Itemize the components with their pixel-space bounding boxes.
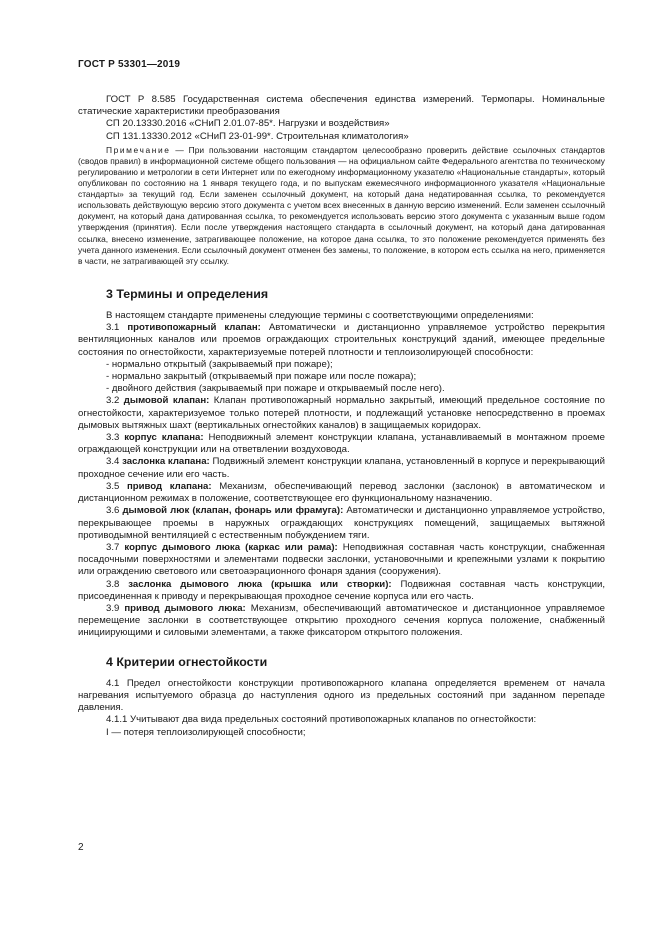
- term-3-9: 3.9 привод дымового люка: Механизм, обеспечивающий автоматическое и дистанционное управляемое перемещение заслонки в соответствующее открытию проходного сечения корпуса положение, снабженный инициирующими и силовыми элементами, а также фиксатором открытого положения.: [78, 602, 605, 639]
- page-content: [78, 94, 605, 739]
- standard-header: ГОСТ Р 53301—2019: [78, 59, 181, 70]
- term-name: заслонка клапана:: [122, 456, 210, 468]
- list-item: - двойного действия (закрываемый при пожаре и открываемый после него).: [106, 383, 445, 395]
- reference-item: ГОСТ Р 8.585 Государственная система обеспечения единства измерений. Термопары. Номинальные статические характеристики преобразования: [78, 94, 605, 118]
- note-paragraph: [78, 145, 605, 267]
- page-number: 2: [78, 842, 84, 853]
- term-name: корпус дымового люка (каркас или рама):: [124, 541, 338, 553]
- term-3-4: 3.4 заслонка клапана: Подвижный элемент конструкции клапана, установленный в корпусе и перекрывающий проходное сечение или его часть.: [78, 456, 605, 480]
- note-text: — При пользовании настоящим стандартом целесообразно проверить действие ссылочных стандартов (сводов правил) в информационной системе общего пользования — на официальном сайте Федерального агентства по техническому регулированию и метрологии в сети Интернет или по ежегодному информационному указателю «Национальные стандарты», который опубликован по состоянию на 1 января текущего года, и по выпускам ежемесячного информационного указателя «Национальные стандарты» за текущий год. Если заменен ссылочный документ, на который дана недатированная ссылка, то рекомендуется использовать действующую версию этого документа с учетом всех внесенных в данную версию изменений. Если заменен ссылочный документ, на который дана датированная ссылка, то рекомендуется использовать версию этого документа с указанным выше годом утверждения (принятия). Если после утверждения настоящего стандарта в ссылочный документ, на который дана датированная ссылка, внесено изменение, затрагивающее положение, на которое дана ссылка, то это положение рекомендуется применять без учета данного изменения. Если ссылочный документ отменен без замены, то положение, в котором есть ссылка на него, применяется в части, не затрагивающей эту ссылку.: [78, 144, 605, 266]
- term-name: корпус клапана:: [124, 432, 204, 444]
- reference-item: СП 131.13330.2012 «СНиП 23-01-99*. Строительная климатология»: [106, 130, 409, 142]
- term-name: заслонка дымового люка (крышка или створки):: [128, 578, 392, 590]
- section-3-intro: В настоящем стандарте применены следующие термины с соответствующими определениями:: [106, 310, 534, 322]
- note-label: Примечание: [106, 144, 171, 155]
- term-3-8: 3.8 заслонка дымового люка (крышка или створки): Подвижная составная часть конструкции, присоединенная к приводу и перекрывающая проходное сечение корпуса или его часть.: [78, 578, 605, 602]
- term-3-3: 3.3 корпус клапана: Неподвижный элемент конструкции клапана, устанавливаемый в монтажном проеме ограждающей конструкции или на ответвлении воздуховода.: [78, 432, 605, 456]
- list-item: - нормально закрытый (открываемый при пожаре или после пожара);: [106, 371, 417, 383]
- term-3-6: 3.6 дымовой люк (клапан, фонарь или фрамуга): Автоматически и дистанционно управляемое устройство, перекрывающее проемы в наружных ограждающих конструкциях помещений, защищаемых вытяжной противодымной вентиляцией с естественным побуждением тяги.: [78, 505, 606, 541]
- term-3-1: 3.1 противопожарный клапан: Автоматически и дистанционно управляемое устройство перекрытия вентиляционных каналов или проемов ограждающих строительных конструкций зданий, имеющее предельные состояния по огнестойкости, характеризуемые потерей плотности и теплоизолирующей способности:: [78, 322, 605, 358]
- section-3-title: 3 Термины и определения: [106, 286, 269, 301]
- term-name: противопожарный клапан:: [127, 322, 261, 334]
- reference-item: СП 20.13330.2016 «СНиП 2.01.07-85*. Нагрузки и воздействия»: [106, 118, 390, 130]
- list-item: - нормально открытый (закрываемый при пожаре);: [106, 358, 333, 370]
- term-name: дымовой клапан:: [123, 395, 210, 407]
- section-4-1-1: 4.1.1 Учитывают два вида предельных состояний противопожарных клапанов по огнестойкости:: [106, 714, 537, 726]
- term-name: привод клапана:: [126, 480, 212, 492]
- section-4-title: 4 Критерии огнестойкости: [106, 654, 268, 669]
- term-3-5: 3.5 привод клапана: Механизм, обеспечивающий перевод заслонки (заслонок) в автоматическом и дистанционном режимах в положение, соответствующее его функциональному назначению.: [78, 480, 605, 505]
- term-3-2: 3.2 дымовой клапан: Клапан противопожарный нормально закрытый, имеющий предельное состояние по огнестойкости, характеризуемое только потерей плотности, и подлежащий установке непосредственно в проемах дымовых вытяжных шахт (вертикальных огнестойких каналов) в защищаемых коридорах.: [78, 395, 605, 431]
- term-name: привод дымового люка:: [124, 602, 246, 614]
- term-3-7: 3.7 корпус дымового люка (каркас или рама): Неподвижная составная часть конструкции, снабженная посадочными поверхностями и элементами подвески заслонки, установочными и крепежными узлами к покрытию или ограждению светового или светоаэрационного фонаря здания (сооружения).: [78, 541, 605, 578]
- section-4-1: 4.1 Предел огнестойкости конструкции противопожарного клапана определяется временем от начала нагревания испытуемого образца до наступления одного из предельных состояний при заданном перепаде давления.: [78, 677, 605, 714]
- section-4-limit-state: I — потеря теплоизолирующей способности;: [106, 726, 306, 738]
- term-name: дымовой люк (клапан, фонарь или фрамуга):: [122, 505, 344, 517]
